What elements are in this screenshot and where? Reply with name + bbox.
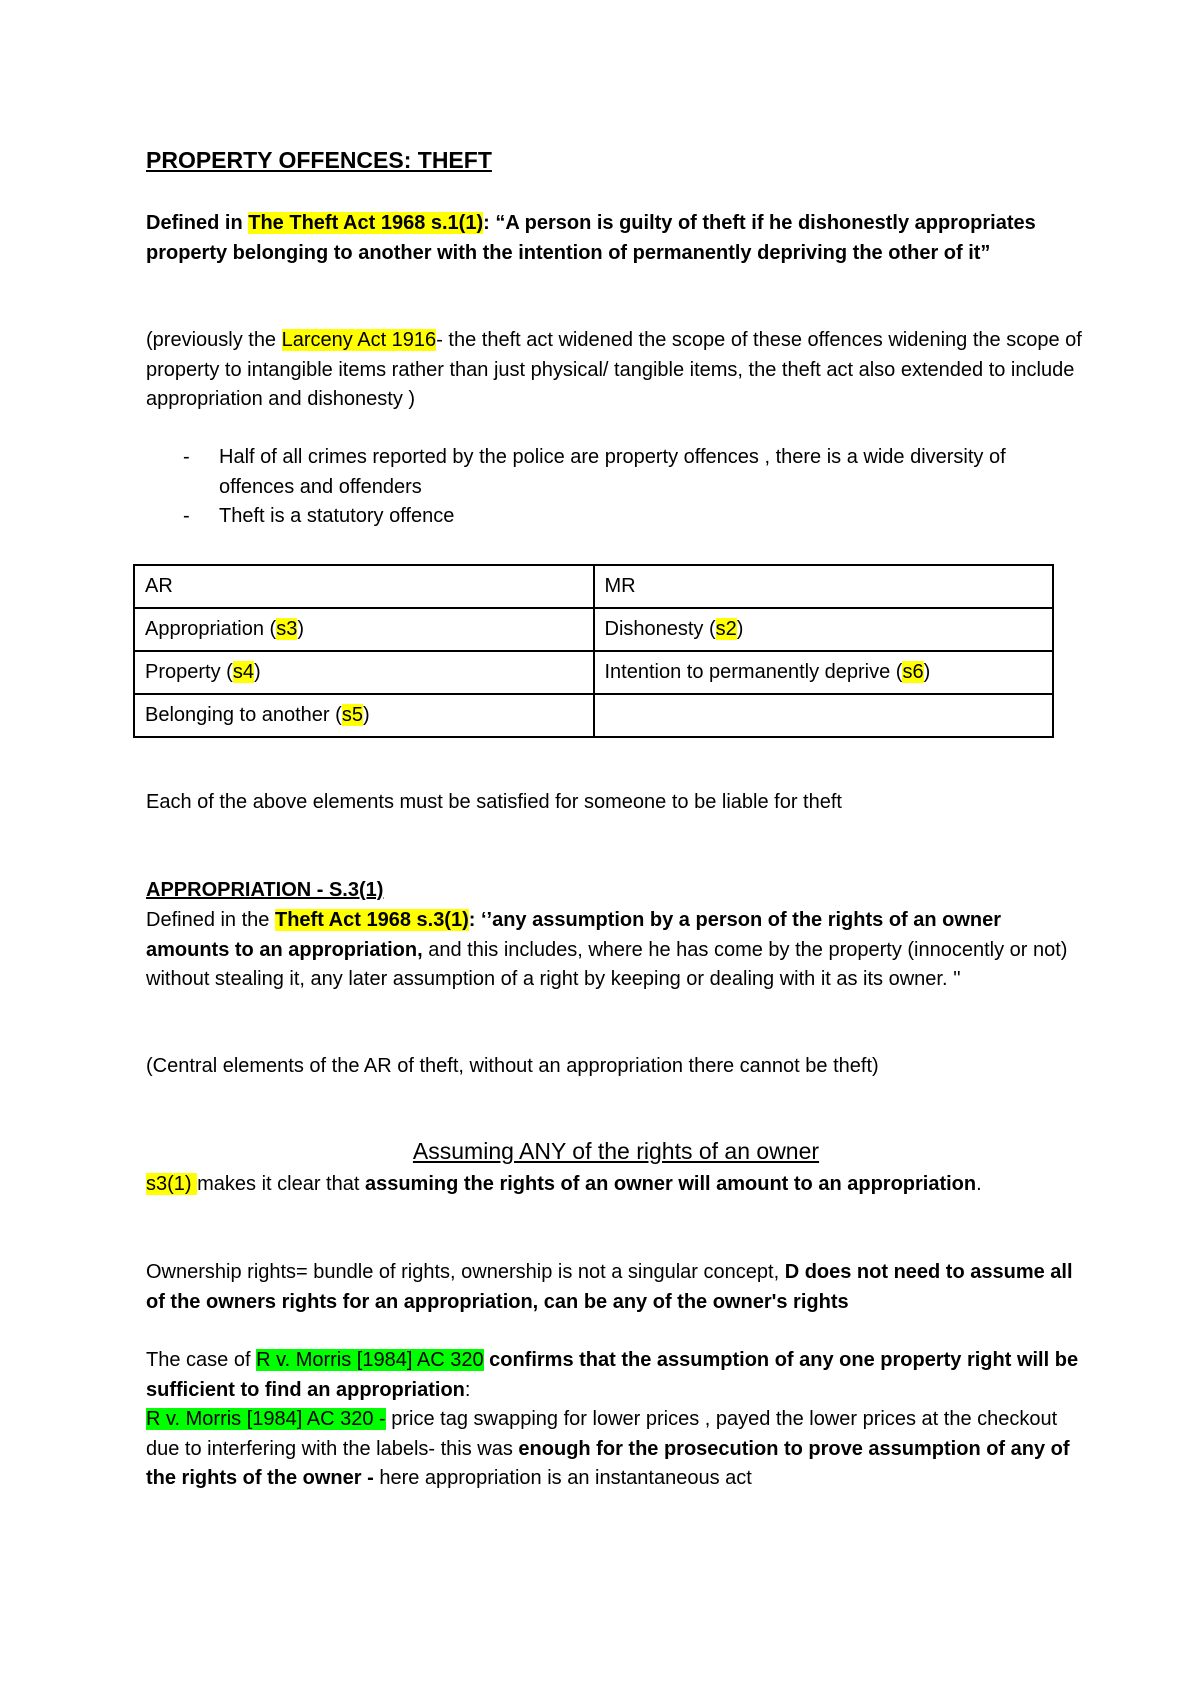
list-item	[146, 443, 1086, 502]
cell-label: Intention to permanently deprive (	[604, 661, 903, 683]
larceny-prefix: (previously the	[146, 329, 282, 351]
morris-bold: confirms that the assumption of any one property right will be sufficient to find an appropriation	[146, 1349, 1079, 1401]
appropriation-quote: : ‘’any assumption by a person of the rights of an owner amounts to an appropriation,	[146, 909, 1002, 961]
morris-case-highlight-2: R v. Morris [1984] AC 320 -	[146, 1408, 386, 1430]
definition-quote: : “A person is guilty of theft if he dishonestly appropriates property belonging to another with the intention of permanently depriving the other of it”	[146, 212, 1036, 264]
list-item-text: Half of all crimes reported by the police are property offences , there is a wide diversity of offences and offenders	[219, 446, 1006, 498]
ownership-bold: D does not need to assume all of the owners rights for an appropriation, can be any of the owner's rights	[146, 1261, 1073, 1313]
list-item	[146, 502, 1086, 532]
theft-act-s1-highlight: The Theft Act 1968 s.1(1)	[248, 212, 484, 234]
assuming-paragraph	[146, 1170, 1086, 1200]
cell-end: )	[923, 661, 931, 683]
assuming-bold: assuming the rights of an owner will amount to an appropriation	[364, 1173, 977, 1195]
appropriation-definition	[146, 906, 1086, 995]
table-cell	[594, 651, 1054, 694]
cell-end: )	[362, 704, 370, 726]
larceny-act-highlight: Larceny Act 1916	[281, 329, 437, 351]
table-cell	[594, 608, 1054, 651]
section-ref-highlight: s5	[341, 704, 363, 726]
table-cell	[134, 608, 594, 651]
table-note: Each of the above elements must be satisfied for someone to be liable for theft	[146, 791, 842, 813]
appropriation-prefix: Defined in the	[146, 909, 275, 931]
table-cell	[134, 651, 594, 694]
s3-1-highlight: s3(1)	[146, 1173, 198, 1195]
appropriation-heading: APPROPRIATION - S.3(1)	[146, 879, 384, 901]
theft-definition	[146, 209, 1086, 268]
assuming-heading: Assuming ANY of the rights of an owner	[412, 1138, 820, 1164]
section-ref-highlight: s3	[276, 618, 298, 640]
theft-act-s3-highlight: Theft Act 1968 s.3(1)	[274, 909, 469, 931]
dash-marker: -	[183, 446, 190, 468]
morris-paragraph	[146, 1346, 1086, 1494]
ownership-paragraph	[146, 1258, 1086, 1317]
theft-elements-table	[133, 564, 1054, 738]
cell-end: )	[736, 618, 744, 640]
section-ref-highlight: s4	[232, 661, 254, 683]
morris-prefix: The case of	[146, 1349, 257, 1371]
morris-text: price tag swapping for lower prices , payed the lower prices at the checkout due to interfering with the labels- this was	[146, 1408, 1058, 1460]
cell-label: Belonging to another (	[145, 704, 342, 726]
dash-marker: -	[183, 505, 190, 527]
assuming-plain: makes it clear that	[197, 1173, 365, 1195]
ownership-plain: Ownership rights= bundle of rights, ownership is not a singular concept,	[146, 1261, 785, 1283]
page-title: PROPERTY OFFENCES: THEFT	[146, 147, 492, 173]
cell-label: Property (	[145, 661, 233, 683]
table-row	[134, 608, 1053, 651]
morris-case-highlight: R v. Morris [1984] AC 320	[256, 1349, 484, 1371]
bullet-list	[146, 443, 1086, 532]
morris-colon: :	[464, 1378, 471, 1401]
table-header-row	[134, 565, 1053, 608]
cell-label: Appropriation (	[145, 618, 277, 640]
header-ar: AR	[134, 565, 594, 608]
empty-table-cell	[594, 694, 1054, 737]
morris-bold-2: enough for the prosecution to prove assumption of any of the rights of the owner -	[146, 1437, 1070, 1489]
header-mr: MR	[594, 565, 1054, 608]
appropriation-rest: and this includes, where he has come by the property (innocently or not) without stealing it, any later assumption of a right by keeping or dealing with it as its owner. ''	[146, 938, 1068, 990]
larceny-rest: - the theft act widened the scope of these offences widening the scope of property to intangible items rather than just physical/ tangible items, the theft act also extended to include appropriation and dishonesty )	[146, 329, 1082, 410]
morris-text-2: here appropriation is an instantaneous act	[373, 1467, 752, 1489]
table-row	[134, 694, 1053, 737]
assuming-end: .	[976, 1173, 982, 1195]
cell-end: )	[297, 618, 304, 640]
definition-prefix: Defined in	[146, 212, 249, 234]
section-ref-highlight: s6	[902, 661, 924, 683]
larceny-paragraph	[146, 326, 1086, 415]
table-row	[134, 651, 1053, 694]
list-item-text: Theft is a statutory offence	[219, 505, 455, 527]
section-ref-highlight: s2	[715, 618, 737, 640]
cell-end: )	[253, 661, 261, 683]
central-elements-note: (Central elements of the AR of theft, without an appropriation there cannot be theft)	[146, 1055, 879, 1077]
cell-label: Dishonesty (	[604, 618, 716, 640]
table-cell	[134, 694, 594, 737]
